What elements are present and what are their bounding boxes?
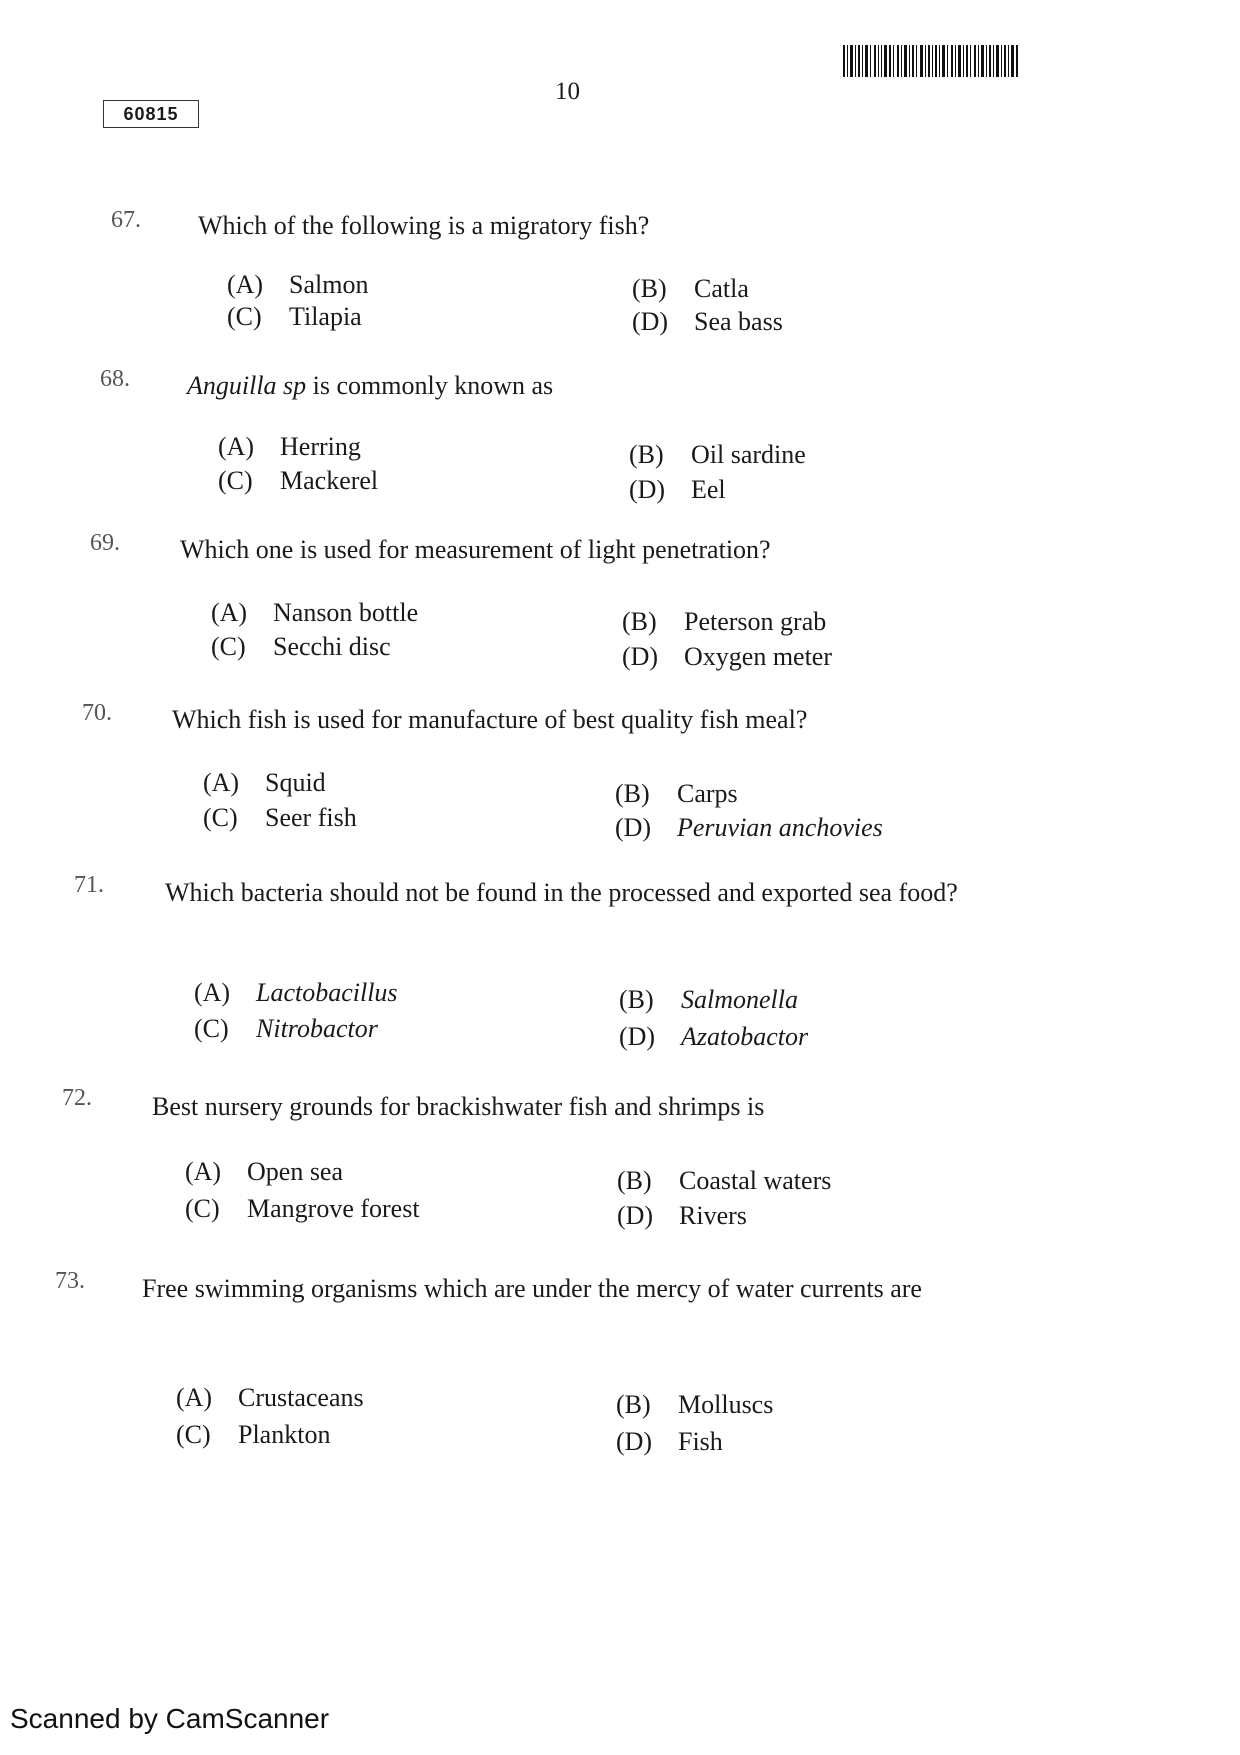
question-text: Anguilla sp is commonly known as (187, 371, 554, 400)
question-number: 71. (74, 872, 104, 898)
option-a: (A) Herring (218, 432, 361, 461)
question-number: 68. (100, 366, 130, 392)
barcode-icon (843, 45, 1019, 77)
question-text: Which of the following is a migratory fish? (198, 211, 650, 240)
option-d: (D) Eel (629, 475, 726, 504)
option-c: (C) Nitrobactor (194, 1014, 378, 1043)
question-number: 73. (55, 1268, 85, 1294)
option-d: (D) Rivers (617, 1201, 747, 1230)
option-b: (B) Peterson grab (622, 607, 827, 636)
question-text: Best nursery grounds for brackishwater fish and shrimps is (152, 1092, 765, 1121)
option-b: (B) Catla (632, 274, 749, 303)
paper-code-box: 60815 (103, 100, 199, 128)
option-a: (A) Nanson bottle (211, 598, 419, 627)
option-c: (C) Seer fish (203, 803, 357, 832)
question-number: 69. (90, 530, 120, 556)
option-c: (C) Secchi disc (211, 632, 391, 661)
option-b: (B) Oil sardine (629, 440, 806, 469)
question-text: Which fish is used for manufacture of best quality fish meal? (172, 705, 808, 734)
question-number: 70. (82, 700, 112, 726)
option-c: (C) Plankton (176, 1420, 331, 1449)
option-b: (B) Salmonella (619, 985, 798, 1014)
scanner-watermark: Scanned by CamScanner (10, 1703, 330, 1734)
option-a: (A) Open sea (185, 1157, 344, 1186)
option-c: (C) Mackerel (218, 466, 379, 495)
option-c: (C) Tilapia (227, 302, 362, 331)
species-name: Anguilla sp (187, 371, 307, 400)
question-number: 72. (62, 1085, 92, 1111)
option-c: (C) Mangrove forest (185, 1194, 420, 1223)
option-b: (B) Coastal waters (617, 1166, 832, 1195)
question-text: Which one is used for measurement of light penetration? (180, 535, 771, 564)
question-number: 67. (111, 207, 141, 233)
option-d: (D) Sea bass (632, 307, 783, 336)
question-text: Which bacteria should not be found in the processed and exported sea food? (165, 878, 958, 907)
option-a: (A) Salmon (227, 270, 369, 299)
option-a: (A) Crustaceans (176, 1383, 364, 1412)
option-a: (A) Lactobacillus (194, 978, 398, 1007)
option-d: (D) Oxygen meter (622, 642, 833, 671)
option-b: (B) Carps (615, 779, 738, 808)
option-d: (D) Peruvian anchovies (615, 813, 883, 842)
page-number: 10 (555, 78, 580, 105)
option-b: (B) Molluscs (616, 1390, 774, 1419)
question-text: Free swimming organisms which are under the mercy of water currents are (142, 1274, 922, 1303)
option-d: (D) Fish (616, 1427, 723, 1456)
option-a: (A) Squid (203, 768, 326, 797)
option-d: (D) Azatobactor (619, 1022, 809, 1051)
